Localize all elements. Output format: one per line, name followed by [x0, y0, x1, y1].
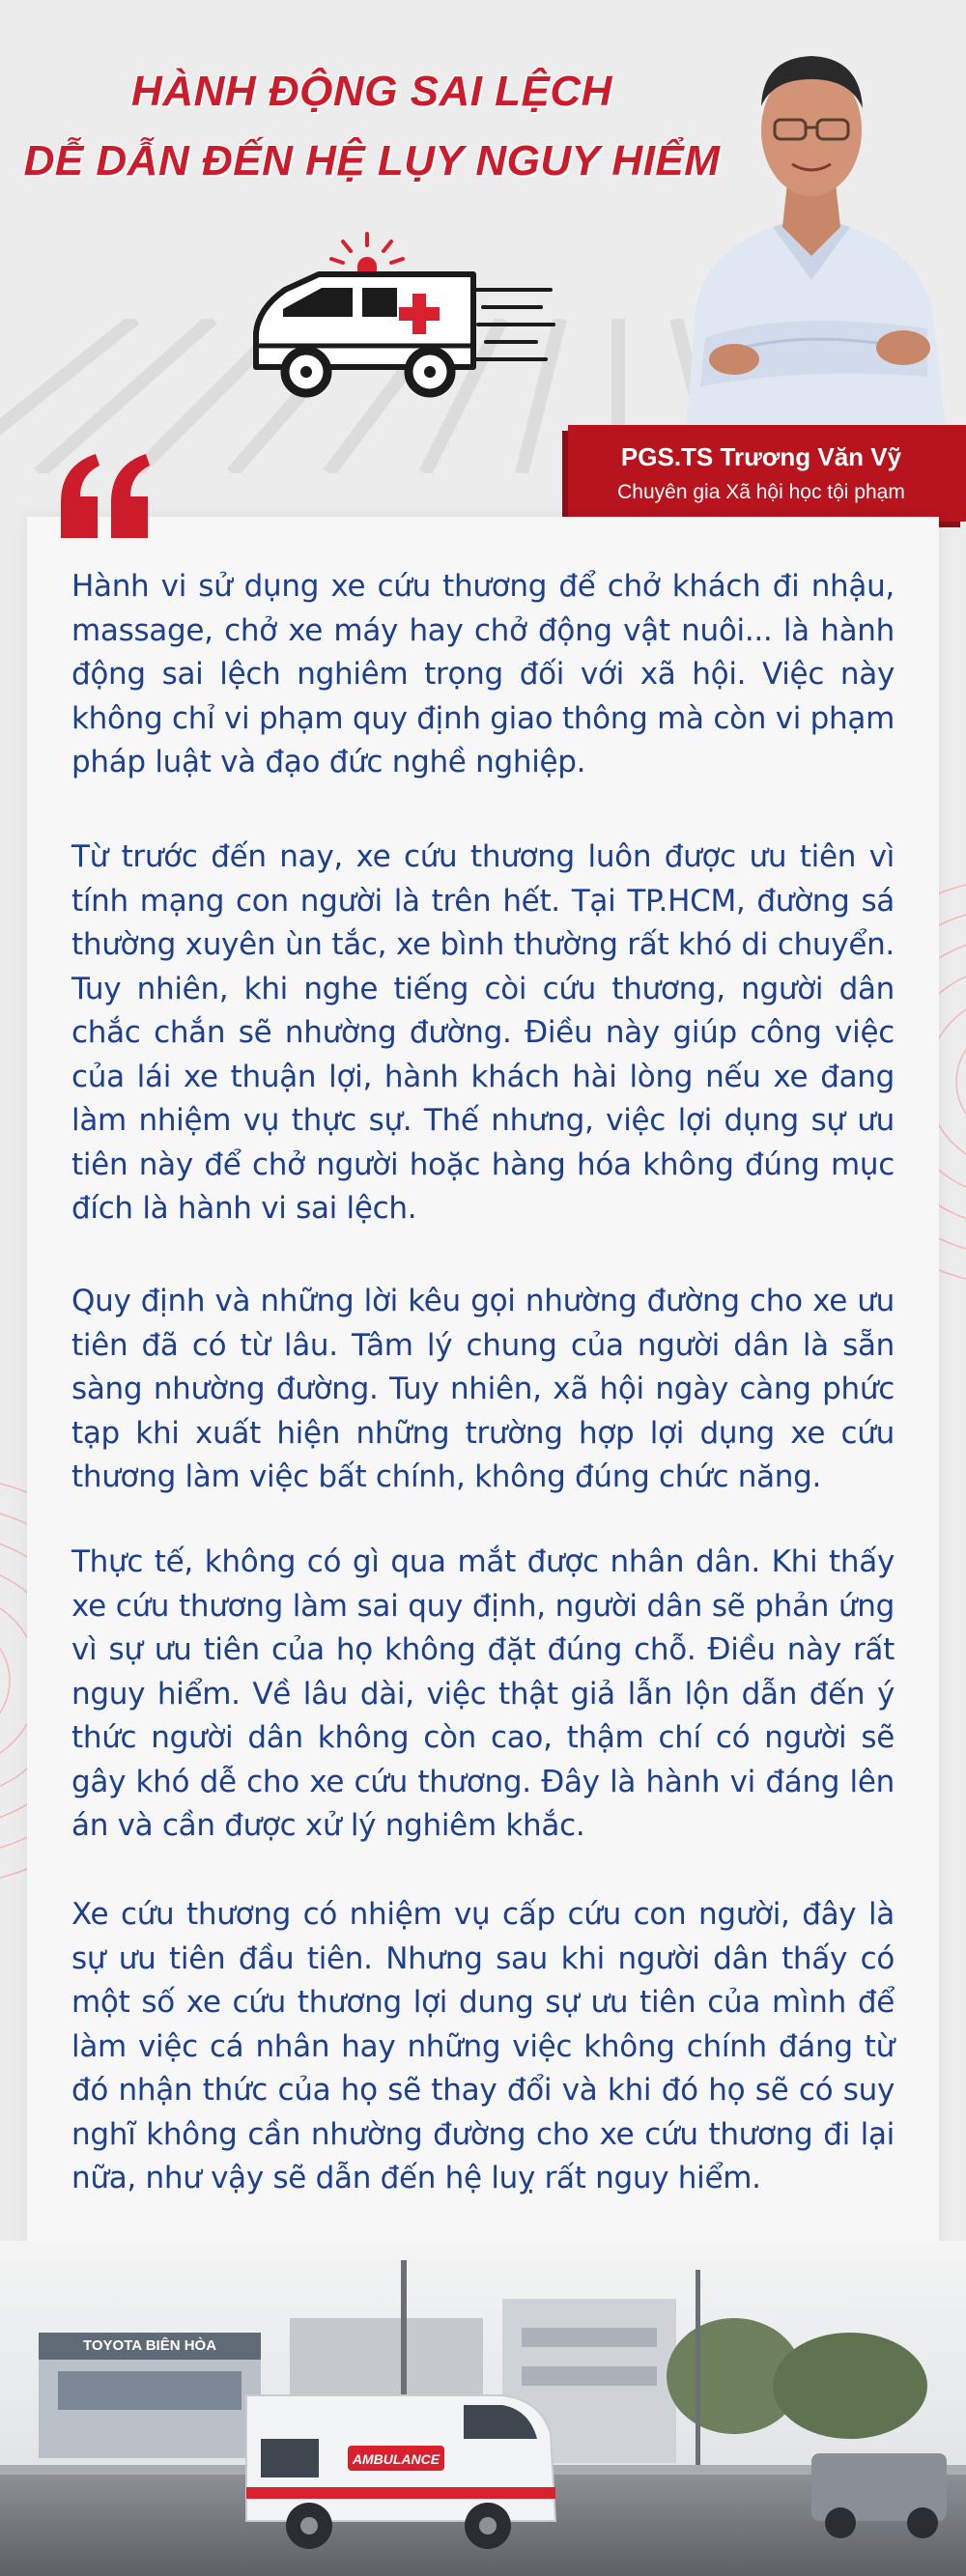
paragraph-4: Thực tế, không có gì qua mắt được nhân dân. Khi thấy xe cứu thương làm sai quy định, người dân sẽ phản ứng vì sự ưu tiên của họ không đặt đúng chỗ. Điều này rất nguy hiểm. Về lâu dài, việc thật giả lẫn lộn dẫn đến ý thức người dân không còn cao, thậm chí có người sẽ gây khó dễ cho xe cứu thương. Đây là hành vi đáng lên án và cần được xử lý nghiêm khắc. [71, 1544, 895, 1843]
photo-vehicle-text: AMBULANCE [352, 2451, 440, 2467]
headline-line-2: DỄ DẪN ĐẾN HỆ LỤY NGUY HIỂM [23, 137, 721, 184]
quote-card [27, 517, 939, 2333]
paragraph-5: Xe cứu thương có nhiệm vụ cấp cứu con người, đây là sự ưu tiên đầu tiên. Nhưng sau khi người dân thấy có một số xe cứu thương lợi dung sự ưu tiên của mình để làm việc cá nhân hay những việc không chính đáng từ đó nhận thức của họ sẽ thay đổi và khi đó họ sẽ có suy nghĩ không cần nhường đường cho xe cứu thương đi lại nữa, như vậy sẽ dẫn đến hệ luỵ rất nguy hiểm. [71, 1897, 895, 2195]
photo-sign-text: TOYOTA BIÊN HÒA [82, 2337, 217, 2354]
headline-line-1: HÀNH ĐỘNG SAI LỆCH [131, 68, 612, 115]
expert-title: Chuyên gia Xã hội học tội phạm [617, 481, 905, 503]
ambulance-icon [246, 232, 555, 401]
paragraph-1: Hành vi sử dụng xe cứu thương để chở khách đi nhậu, massage, chở xe máy hay chở động vật nuôi... là hành động sai lệch nghiêm trọng đối với xã hội. Việc này không chỉ vi phạm quy định giao thông mà còn vi phạm pháp luật và đạo đức nghề nghiệp. [71, 569, 895, 779]
expert-portrait [667, 19, 956, 435]
quote-mark-icon [53, 446, 159, 543]
expert-nameplate [568, 425, 966, 522]
paragraph-3: Quy định và những lời kêu gọi nhường đường cho xe ưu tiên đã có từ lâu. Tâm lý chung của người dân là sẵn sàng nhường đường. Tuy nhiên, xã hội ngày càng phức tạp khi xuất hiện những trường hợp lợi dụng xe cứu thương làm việc bất chính, không đúng chức năng. [71, 1284, 895, 1494]
expert-name: PGS.TS Trương Văn Vỹ [620, 442, 902, 471]
paragraph-2: Từ trước đến nay, xe cứu thương luôn được ưu tiên vì tính mạng con người là trên hết. Tại TP.HCM, đường sá thường xuyên ùn tắc, xe bình thường rất khó di chuyển. Tuy nhiên, khi nghe tiếng còi cứu thương, người dân chắc chắn sẽ nhường đường. Điều này giúp công việc của lái xe thuận lợi, hành khách hài lòng nếu xe đang làm nhiệm vụ thực sự. Thế nhưng, việc lợi dụng sự ưu tiên này để chở người hoặc hàng hóa không đúng mục đích là hành vi sai lệch. [71, 839, 895, 1226]
street-photo [0, 2241, 966, 2576]
